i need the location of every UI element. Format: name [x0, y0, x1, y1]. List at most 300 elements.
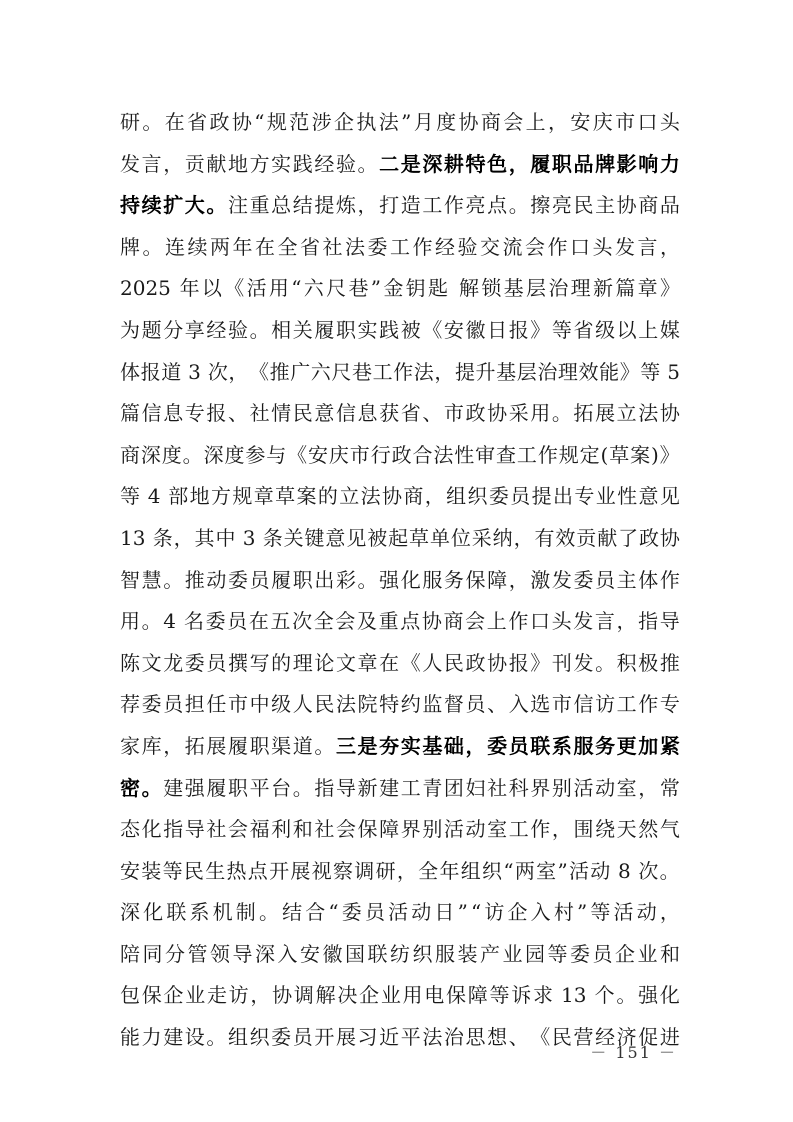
text-run: 强 [638, 983, 659, 1008]
text-run: 民 [292, 401, 313, 426]
text-run: 方 [210, 484, 231, 509]
bold-text: 履 [530, 151, 551, 176]
text-run: 省 [187, 110, 208, 134]
text-run: 相 [271, 317, 292, 342]
text-run: 起 [388, 525, 409, 550]
text-run: 开 [314, 1025, 335, 1050]
text-run: 题 [141, 317, 162, 342]
text-run: 团 [443, 775, 464, 800]
text-run: 然 [638, 817, 659, 842]
text-run: 企 [615, 941, 635, 966]
text-run: 巷 [348, 276, 369, 301]
text-run: ( [600, 442, 609, 467]
text-run: 展 [206, 733, 227, 758]
text-run: 徽 [465, 317, 486, 342]
text-run: 合 [412, 442, 433, 467]
text-run: 升 [475, 359, 496, 384]
text-line [120, 643, 680, 685]
text-run: 约 [400, 692, 421, 717]
text-run: 业 [502, 941, 523, 966]
text-run: 实 [357, 317, 378, 342]
text-run: 体 [638, 567, 659, 592]
text-run: 关 [283, 525, 304, 550]
text-run: 13 [120, 525, 152, 550]
text-run: 察 [332, 858, 353, 883]
text-run: 作 [638, 692, 659, 717]
text-run: 有 [534, 525, 555, 550]
text-run: 工 [516, 442, 537, 467]
text-run: 民 [573, 193, 594, 218]
text-run: 13 [554, 983, 593, 1008]
text-run: 基 [496, 359, 517, 384]
text-run: 经 [435, 234, 455, 259]
text-run: 会 [335, 609, 356, 634]
text-run: 督 [443, 692, 464, 717]
text-run: 化 [400, 567, 421, 592]
text-run: 平 [249, 775, 270, 800]
text-run: 调 [293, 983, 314, 1008]
text-run: 道 [161, 359, 182, 384]
text-run: 炼 [335, 193, 356, 218]
text-run: 民 [314, 692, 335, 717]
text-line [120, 684, 680, 726]
text-run: 服 [435, 941, 455, 966]
text-run: 。 [249, 317, 270, 342]
text-run: 政 [209, 110, 230, 134]
bold-text: 委 [487, 733, 508, 758]
text-run: 享 [184, 317, 205, 342]
text-run: 员 [595, 567, 616, 592]
text-run: 提 [454, 359, 475, 384]
text-run: 商 [480, 110, 501, 134]
text-run: ， [396, 858, 417, 883]
text-run: 意 [314, 401, 335, 426]
text-run: 8 [611, 858, 638, 883]
text-run: 验 [227, 317, 248, 342]
text-run: 展 [290, 858, 311, 883]
text-run: 保 [465, 567, 486, 592]
text-run: 作 [412, 234, 433, 259]
text-run: 生 [205, 858, 226, 883]
text-run: 委 [570, 941, 590, 966]
text-run: 总 [271, 193, 292, 218]
text-run: 4 [163, 609, 183, 634]
text-run: 彩 [335, 567, 356, 592]
text-run: 六 [303, 276, 324, 301]
text-run: 职 [292, 567, 313, 592]
text-run: 用 [402, 983, 423, 1008]
text-run: 陈 [120, 650, 140, 675]
text-run: 员 [510, 484, 531, 509]
text-run: 。 [163, 567, 184, 592]
text-run: 年 [232, 234, 253, 259]
text-run: 两 [514, 858, 535, 883]
text-run: 履 [206, 775, 227, 800]
text-run: 章 [357, 650, 378, 675]
text-run: 献 [206, 151, 227, 176]
bold-text: 牌 [595, 151, 616, 176]
text-run: 效 [555, 525, 576, 550]
text-run: 会 [227, 817, 248, 842]
text-run: 匙 [428, 276, 448, 301]
text-run: “ [470, 900, 482, 925]
text-run: 村 [553, 900, 574, 925]
text-run: 组 [227, 1025, 248, 1050]
text-run: 织 [249, 1025, 270, 1050]
text-run: 性 [454, 442, 475, 467]
text-run: 访 [595, 692, 616, 717]
text-run: 极 [638, 650, 659, 675]
text-run: 会 [335, 817, 356, 842]
text-run: 头 [592, 234, 613, 259]
text-run: 文 [141, 650, 162, 675]
text-line [120, 726, 680, 768]
text-run: ” [557, 858, 568, 883]
text-run: 息 [357, 401, 378, 426]
text-run: 民 [443, 650, 464, 675]
text-run: 专 [574, 484, 595, 509]
bold-text: 色 [487, 151, 508, 176]
text-run: 用 [120, 609, 140, 634]
text-run: 2025 [120, 276, 178, 301]
text-run: 协 [659, 401, 680, 426]
text-run: 员 [465, 692, 486, 717]
text-run: 活 [246, 276, 267, 301]
text-run: 庆 [328, 442, 349, 467]
text-run: 化 [141, 817, 162, 842]
text-run: 等 [547, 941, 568, 966]
text-run: 及 [356, 609, 377, 634]
text-run: 产 [480, 941, 500, 966]
text-run: 工 [422, 193, 443, 218]
text-run: 献 [597, 525, 618, 550]
text-run: 开 [269, 858, 290, 883]
text-run: 推 [184, 567, 205, 592]
text-run: ， [659, 900, 680, 925]
text-run: 力 [141, 1025, 162, 1050]
text-run: 写 [249, 650, 270, 675]
text-run: 市 [349, 442, 370, 467]
text-run: 员 [592, 941, 613, 966]
text-run: 点 [247, 858, 268, 883]
bold-text: 响 [638, 151, 659, 176]
text-run: 范 [289, 110, 310, 134]
text-run: 慧 [141, 567, 162, 592]
text-run: 指 [314, 775, 335, 800]
text-run: 障 [467, 983, 488, 1008]
text-run: 位 [450, 525, 471, 550]
text-run: 活 [388, 900, 409, 925]
text-run: 履 [314, 317, 335, 342]
text-run: 设 [184, 1025, 205, 1050]
text-run: 信 [335, 401, 356, 426]
text-run: 牌 [120, 234, 140, 259]
text-run: 动 [590, 858, 611, 883]
text-run: 调 [354, 858, 375, 883]
text-run: 造 [400, 193, 421, 218]
text-run: 。 [659, 858, 680, 883]
text-run: 发 [120, 151, 140, 176]
text-run: 被 [367, 525, 388, 550]
text-run: 新 [357, 775, 378, 800]
text-run: 视 [311, 858, 332, 883]
text-run: 《 [224, 276, 245, 301]
text-run: 息 [163, 401, 184, 426]
text-run: 企 [507, 900, 528, 925]
text-line [120, 185, 680, 227]
text-run: 情 [271, 401, 292, 426]
text-run: 政 [639, 525, 660, 550]
text-run: 。 [206, 1025, 227, 1050]
text-run: 等 [489, 983, 510, 1008]
text-run: 积 [616, 650, 637, 675]
text-run: 会 [465, 609, 486, 634]
text-run: 法 [378, 110, 399, 134]
text-run: 。 [142, 110, 163, 134]
text-run: 协 [458, 110, 479, 134]
bold-text: 大 [184, 193, 205, 218]
text-line [120, 102, 680, 144]
text-run: 贡 [576, 525, 597, 550]
text-run: ， [163, 151, 184, 176]
text-run: 见 [346, 525, 367, 550]
text-run: 员 [292, 1025, 313, 1050]
text-run: 徽 [322, 941, 343, 966]
text-run: 。 [314, 733, 335, 758]
text-run: ” [401, 110, 412, 134]
text-run: 效 [578, 359, 599, 384]
text-run: 层 [516, 359, 537, 384]
text-run: 访 [484, 900, 505, 925]
text-run: 《 [249, 359, 270, 384]
text-run: 领 [210, 941, 230, 966]
text-run: 级 [595, 317, 616, 342]
text-run: 主 [595, 193, 616, 218]
text-run: 工 [400, 775, 421, 800]
text-run: 发 [551, 567, 572, 592]
text-run: 实 [271, 151, 292, 176]
text-run: 草 [275, 484, 296, 509]
text-run: 尺 [331, 359, 352, 384]
text-run: 委 [184, 650, 205, 675]
text-run: 同 [142, 941, 163, 966]
text-run: 方 [249, 151, 270, 176]
text-run: ， [424, 484, 445, 509]
text-run: 和 [660, 941, 680, 966]
text-run: 验 [457, 234, 478, 259]
text-run: 锁 [481, 276, 502, 301]
text-run: 级 [271, 692, 292, 717]
text-run: 拓 [573, 401, 594, 426]
text-line [120, 435, 680, 477]
text-run: 5 [660, 359, 680, 384]
text-run: 意 [638, 484, 659, 509]
text-run: 市 [227, 692, 248, 717]
text-run: ” [457, 900, 468, 925]
text-run: 拓 [184, 733, 205, 758]
text-run: 口 [637, 110, 658, 134]
text-run: 监 [422, 692, 443, 717]
text-run: 言 [594, 609, 615, 634]
text-run: 治 [537, 359, 558, 384]
text-run: 经 [206, 317, 227, 342]
text-run: 商 [403, 484, 424, 509]
bold-text: 三 [335, 733, 356, 758]
bold-text: 。 [141, 775, 162, 800]
text-run: 联 [367, 941, 388, 966]
text-run: 思 [465, 1025, 486, 1050]
text-line [120, 518, 680, 560]
text-run: 年 [439, 858, 460, 883]
text-run: 。 [357, 151, 378, 176]
text-run: 员 [227, 609, 248, 634]
text-run: 纳 [492, 525, 513, 550]
text-run: 活 [573, 775, 594, 800]
bold-text: 。 [206, 193, 227, 218]
text-run: 等 [120, 484, 140, 509]
text-run: 妇 [465, 775, 486, 800]
text-line [120, 310, 680, 352]
text-run: 言 [141, 151, 162, 176]
text-run: 见 [659, 484, 680, 509]
text-run: 民 [183, 858, 204, 883]
bold-text: 基 [422, 733, 443, 758]
text-run: 口 [529, 609, 550, 634]
text-run: 交 [480, 234, 500, 259]
text-run: 协 [487, 650, 508, 675]
text-run: 等 [162, 858, 183, 883]
text-line [120, 268, 680, 310]
text-run: 条 [152, 525, 173, 550]
text-run: 媒 [659, 317, 680, 342]
text-run: 发 [615, 234, 635, 259]
text-run: 点 [487, 193, 508, 218]
text-run: 人 [422, 650, 443, 675]
text-run: 包 [120, 983, 140, 1008]
text-run: 全 [277, 234, 298, 259]
text-run: 指 [638, 609, 659, 634]
text-run: 民 [551, 1025, 572, 1050]
text-run: 了 [618, 525, 639, 550]
text-run: 采 [471, 525, 492, 550]
text-run: 亮 [465, 193, 486, 218]
text-run: 规 [558, 442, 579, 467]
text-run: 关 [292, 317, 313, 342]
text-run: 发 [573, 609, 594, 634]
text-run: 社 [322, 234, 343, 259]
text-run: 报 [508, 650, 529, 675]
text-run: 新 [592, 276, 613, 301]
bold-text: 影 [616, 151, 637, 176]
text-run: 采 [508, 401, 529, 426]
text-run: 度 [161, 442, 182, 467]
text-run: 智 [120, 567, 140, 592]
text-run: 意 [325, 525, 346, 550]
text-run: 立 [616, 401, 637, 426]
text-run: 担 [184, 692, 205, 717]
text-run: 篇 [615, 276, 636, 301]
text-run: 行 [370, 442, 391, 467]
text-run: 点 [400, 609, 421, 634]
text-run: 经 [314, 151, 335, 176]
text-run: 诉 [511, 983, 532, 1008]
text-run: 地 [227, 151, 248, 176]
text-run: 推 [659, 650, 680, 675]
bold-text: 务 [595, 733, 616, 758]
text-run: 访 [228, 983, 249, 1008]
text-run: 法 [413, 359, 434, 384]
text-run: 次 [638, 858, 659, 883]
text-run: 绕 [595, 817, 616, 842]
text-run: 法 [335, 692, 356, 717]
text-run: 省 [300, 234, 320, 259]
body-text [120, 102, 680, 1059]
text-run: ” [370, 276, 382, 301]
text-run: 围 [573, 817, 594, 842]
text-run: 业 [637, 941, 658, 966]
text-run: 法 [422, 1025, 443, 1050]
text-run: 纺 [390, 941, 410, 966]
text-run: 织 [482, 858, 503, 883]
text-run: 委 [367, 234, 388, 259]
text-run: 服 [422, 567, 443, 592]
text-run: 法 [345, 234, 365, 259]
text-run: 入 [508, 692, 529, 717]
text-run: 在 [164, 110, 185, 134]
text-run: ， [638, 775, 659, 800]
text-run: 言 [637, 234, 658, 259]
text-run: 打 [379, 193, 400, 218]
text-line [120, 851, 680, 893]
text-run: 规 [266, 110, 287, 134]
text-run: 上 [525, 110, 546, 134]
text-run: 和 [292, 817, 313, 842]
text-run: 动 [465, 817, 486, 842]
text-run: 政 [465, 401, 486, 426]
text-run: 法 [638, 401, 659, 426]
text-run: 政 [465, 650, 486, 675]
bold-text: 实 [400, 733, 421, 758]
text-run: 联 [166, 900, 187, 925]
text-run: 贡 [184, 151, 205, 176]
text-run: 委 [205, 609, 226, 634]
text-run: 协 [487, 401, 508, 426]
text-run: 《 [530, 1025, 551, 1050]
text-run: 五 [270, 609, 291, 634]
text-run: 等 [590, 900, 611, 925]
text-run: 会 [503, 110, 524, 134]
text-run: 协 [231, 110, 252, 134]
text-run: 界 [400, 817, 421, 842]
text-run: 利 [271, 817, 292, 842]
text-run: 》 [659, 442, 680, 467]
text-run: 业 [380, 983, 401, 1008]
text-run: 商 [443, 609, 464, 634]
text-run: 保 [357, 817, 378, 842]
text-run: 等 [640, 359, 661, 384]
text-run: 入 [530, 900, 551, 925]
text-run: 执 [356, 110, 377, 134]
text-run: 解 [315, 983, 336, 1008]
text-run: 装 [457, 941, 478, 966]
text-run: 治 [548, 276, 569, 301]
text-line [120, 892, 680, 934]
text-run: ， [508, 567, 529, 592]
text-run: 品 [659, 193, 680, 218]
text-run: 激 [530, 567, 551, 592]
text-run: 室 [536, 858, 557, 883]
text-run: 企 [359, 983, 380, 1008]
